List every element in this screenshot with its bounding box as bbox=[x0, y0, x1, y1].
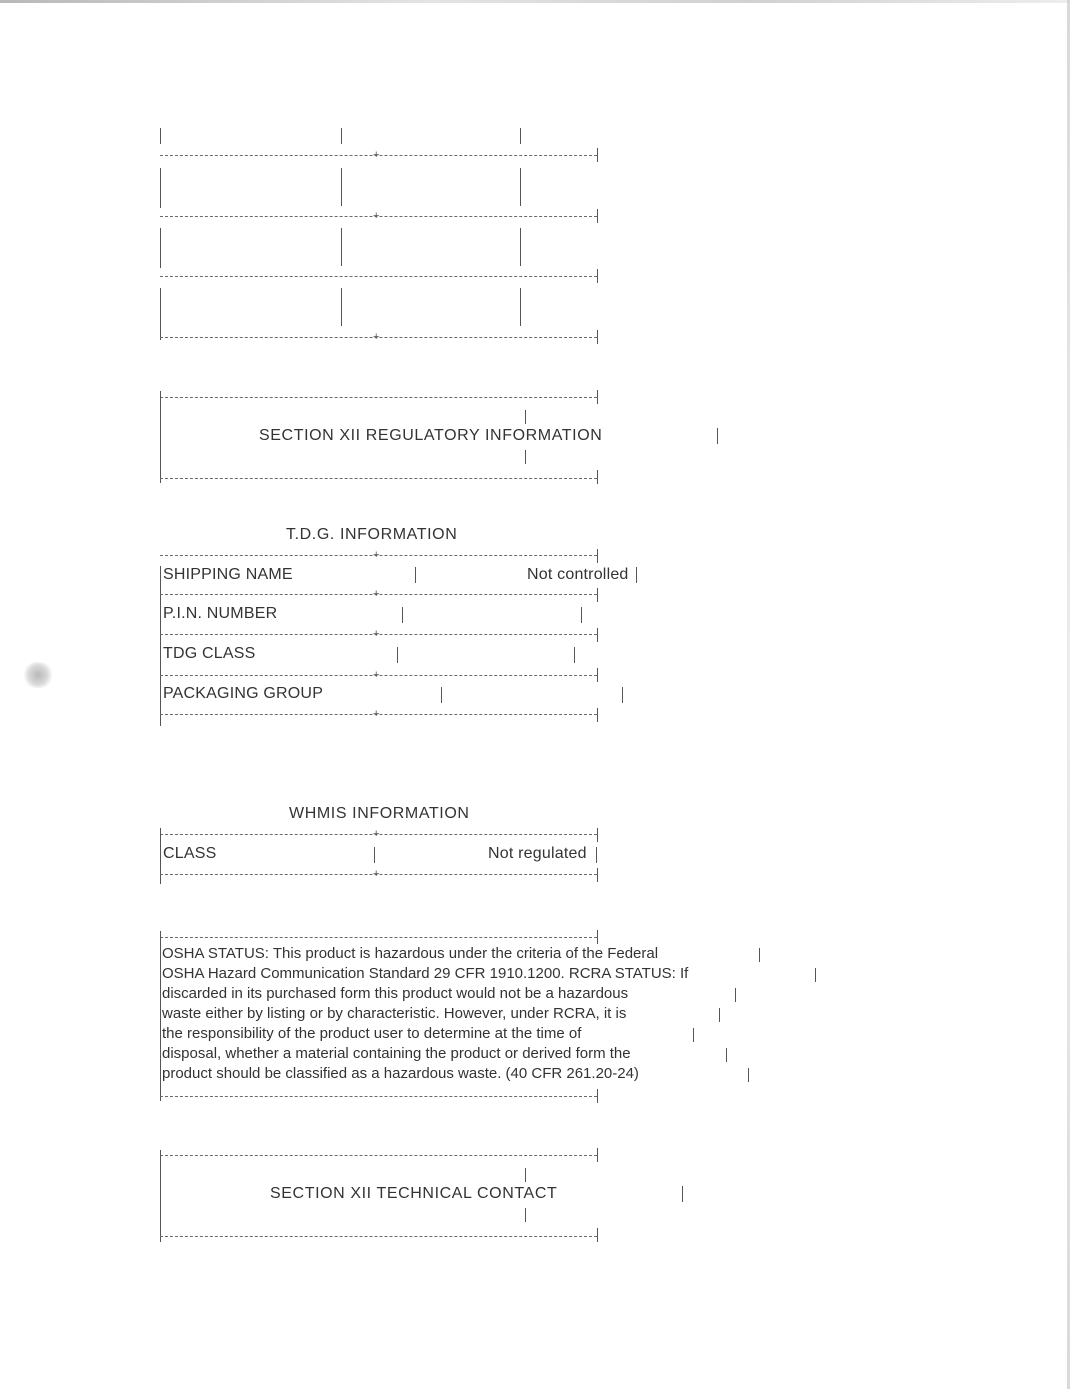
table-bar bbox=[759, 948, 760, 962]
table-bar bbox=[597, 1228, 598, 1242]
table-bar bbox=[374, 847, 375, 863]
table-bar bbox=[160, 931, 161, 1101]
table-bar bbox=[719, 1008, 720, 1022]
table-bar bbox=[597, 588, 598, 602]
table-bar bbox=[160, 828, 161, 884]
table-bar bbox=[748, 1068, 749, 1082]
table-bar bbox=[597, 549, 598, 563]
table-bar bbox=[726, 1048, 727, 1062]
table-joint: + bbox=[373, 149, 380, 161]
osha-text-line: product should be classified as a hazardous waste. (40 CFR 261.20-24) bbox=[162, 1065, 639, 1082]
tdg-row-label: SHIPPING NAME bbox=[163, 566, 293, 583]
osha-text-line: disposal, whether a material containing the product or derived form the bbox=[162, 1045, 631, 1062]
table-bar bbox=[525, 410, 526, 424]
tdg-row-value: Not controlled bbox=[527, 566, 629, 583]
table-bar bbox=[402, 607, 403, 623]
table-joint: + bbox=[373, 708, 380, 720]
table-bar bbox=[717, 428, 718, 444]
osha-text-line: the responsibility of the product user to determine at the time of bbox=[162, 1025, 582, 1042]
table-joint: + bbox=[373, 628, 380, 640]
tdg-row-label: PACKAGING GROUP bbox=[163, 685, 324, 702]
table-bar bbox=[597, 668, 598, 682]
osha-text-line: waste either by listing or by characteristic. However, under RCRA, it is bbox=[162, 1005, 627, 1022]
table-bar bbox=[160, 1150, 161, 1242]
table-rule bbox=[160, 397, 597, 398]
regulatory-section-title: SECTION XII REGULATORY INFORMATION bbox=[259, 427, 603, 444]
table-bar bbox=[636, 567, 637, 583]
table-joint: + bbox=[373, 828, 380, 840]
table-bar bbox=[341, 228, 342, 266]
table-bar bbox=[520, 288, 521, 326]
table-bar bbox=[597, 1148, 598, 1162]
table-joint: + bbox=[373, 210, 380, 222]
table-bar bbox=[597, 708, 598, 722]
table-bar bbox=[597, 470, 598, 484]
whmis-row-value: Not regulated bbox=[488, 845, 587, 862]
table-bar bbox=[341, 168, 342, 206]
table-bar bbox=[397, 647, 398, 663]
scan-edge-top bbox=[0, 0, 1070, 3]
tdg-row-label: TDG CLASS bbox=[163, 645, 256, 662]
table-bar bbox=[596, 847, 597, 863]
table-rule bbox=[160, 1236, 597, 1237]
table-bar bbox=[682, 1186, 683, 1202]
osha-text-line: OSHA STATUS: This product is hazardous under the criteria of the Federal bbox=[162, 945, 659, 962]
osha-text-line: OSHA Hazard Communication Standard 29 CFR 1910.1200. RCRA STATUS: If bbox=[162, 965, 689, 982]
table-bar bbox=[693, 1028, 694, 1042]
table-bar bbox=[520, 228, 521, 266]
table-bar bbox=[597, 868, 598, 882]
table-bar bbox=[341, 288, 342, 326]
table-bar bbox=[597, 1089, 598, 1103]
table-rule bbox=[160, 276, 597, 277]
table-bar bbox=[597, 330, 598, 344]
table-bar bbox=[622, 687, 623, 703]
technical-contact-title: SECTION XII TECHNICAL CONTACT bbox=[270, 1185, 558, 1202]
table-joint: + bbox=[373, 331, 380, 343]
table-joint: + bbox=[373, 868, 380, 880]
table-bar bbox=[160, 391, 161, 483]
table-bar bbox=[815, 968, 816, 982]
scan-smudge bbox=[22, 662, 54, 688]
table-joint: + bbox=[373, 549, 380, 561]
table-bar bbox=[597, 209, 598, 223]
table-rule bbox=[160, 1096, 597, 1097]
tdg-heading: T.D.G. INFORMATION bbox=[286, 526, 458, 543]
table-bar bbox=[735, 988, 736, 1002]
table-bar bbox=[597, 269, 598, 283]
table-rule bbox=[160, 1155, 597, 1156]
table-bar bbox=[160, 168, 161, 208]
table-bar bbox=[160, 128, 161, 144]
table-bar bbox=[520, 128, 521, 144]
tdg-row-label: P.I.N. NUMBER bbox=[163, 605, 278, 622]
table-bar bbox=[597, 390, 598, 404]
table-bar bbox=[574, 647, 575, 663]
table-joint: + bbox=[373, 669, 380, 681]
table-bar bbox=[525, 1168, 526, 1182]
table-bar bbox=[160, 228, 161, 268]
osha-text-line: discarded in its purchased form this product would not be a hazardous bbox=[162, 985, 629, 1002]
table-bar bbox=[525, 1208, 526, 1222]
table-bar bbox=[520, 168, 521, 206]
table-bar bbox=[597, 828, 598, 842]
table-bar bbox=[160, 288, 161, 340]
table-bar bbox=[597, 628, 598, 642]
table-bar bbox=[415, 567, 416, 583]
whmis-heading: WHMIS INFORMATION bbox=[289, 805, 470, 822]
table-bar bbox=[525, 450, 526, 464]
table-rule bbox=[160, 478, 597, 479]
table-bar bbox=[341, 128, 342, 144]
table-bar bbox=[597, 930, 598, 944]
whmis-row-label: CLASS bbox=[163, 845, 217, 862]
table-bar bbox=[441, 687, 442, 703]
table-bar bbox=[581, 607, 582, 623]
table-bar bbox=[597, 148, 598, 162]
table-rule bbox=[160, 937, 597, 938]
table-bar bbox=[160, 566, 161, 726]
table-joint: + bbox=[373, 588, 380, 600]
